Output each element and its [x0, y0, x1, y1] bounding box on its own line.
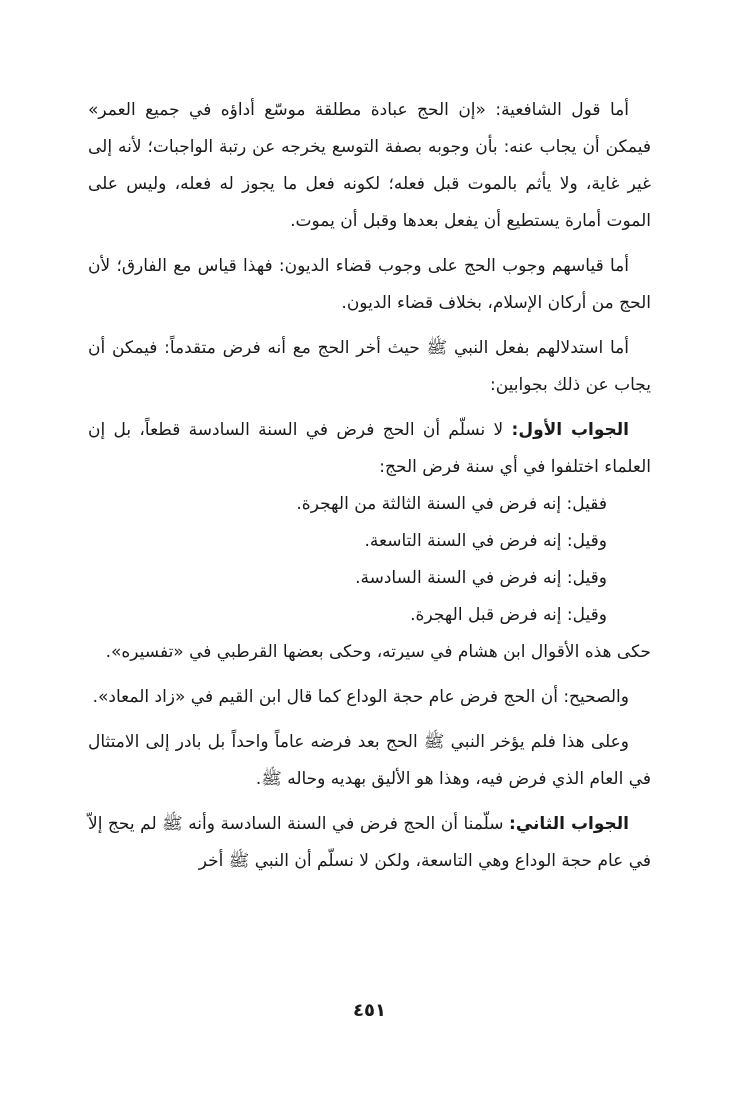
paragraph-no-delay: وعلى هذا فلم يؤخر النبي ﷺ الحج بعد فرضه عاماً واحداً بل بادر إلى الامتثال في العام الذي فرض فيه، وهذا هو الأليق بهديه وحاله ﷺ.: [88, 732, 651, 789]
paragraph-prophet-delay: أما استدلالهم بفعل النبي ﷺ حيث أخر الحج مع أنه فرض متقدماً: فيمكن أن يجاب عن ذلك بجوابين:: [88, 338, 651, 395]
paragraph-second-answer: [88, 806, 651, 880]
opinion-item: فقيل: إنه فرض في السنة الثالثة من الهجرة.: [296, 494, 607, 514]
first-answer-heading: الجواب الأول:: [511, 420, 629, 440]
opinion-item: وقيل: إنه فرض في السنة السادسة.: [355, 568, 607, 588]
paragraph-shafii-argument: أما قول الشافعية: «إن الحج عبادة مطلقة موسّع أداؤه في جميع العمر» فيمكن أن يجاب عنه: بأن وجوبه بصفة التوسع يخرجه عن رتبة الواجبات؛ لأنه إلى غير غاية، ولا يأثم بالموت قبل فعله؛ لكونه فعل ما يجوز له فعله، وليس على الموت أمارة يستطيع أن يفعل بعدها وقبل أن يموت.: [88, 100, 651, 231]
paragraph-first-answer: [88, 412, 651, 486]
page-number: ٤٥١: [353, 1000, 386, 1021]
page-body: [88, 92, 651, 880]
paragraph-correct-view: والصحيح: أن الحج فرض عام حجة الوداع كما قال ابن القيم في «زاد المعاد».: [92, 687, 629, 707]
second-answer-text: سلّمنا أن الحج فرض في السنة السادسة وأنه ﷺ لم يحج إلاّ في عام حجة الوداع وهي التاسعة، ولكن لا نسلّم أن النبي ﷺ أخر: [88, 814, 651, 871]
opinion-item: وقيل: إنه فرض قبل الهجرة.: [410, 605, 607, 625]
paragraph-debt-analogy: أما قياسهم وجوب الحج على وجوب قضاء الديون: فهذا قياس مع الفارق؛ لأن الحج من أركان الإسلام، بخلاف قضاء الديون.: [88, 256, 651, 313]
opinion-item: وقيل: إنه فرض في السنة التاسعة.: [364, 531, 607, 551]
paragraph-sources: حكى هذه الأقوال ابن هشام في سيرته، وحكى بعضها القرطبي في «تفسيره».: [105, 642, 651, 662]
first-answer-text: لا نسلّم أن الحج فرض في السنة السادسة قطعاً، بل إن العلماء اختلفوا في أي سنة فرض الحج:: [88, 420, 651, 477]
second-answer-heading: الجواب الثاني:: [509, 814, 629, 834]
